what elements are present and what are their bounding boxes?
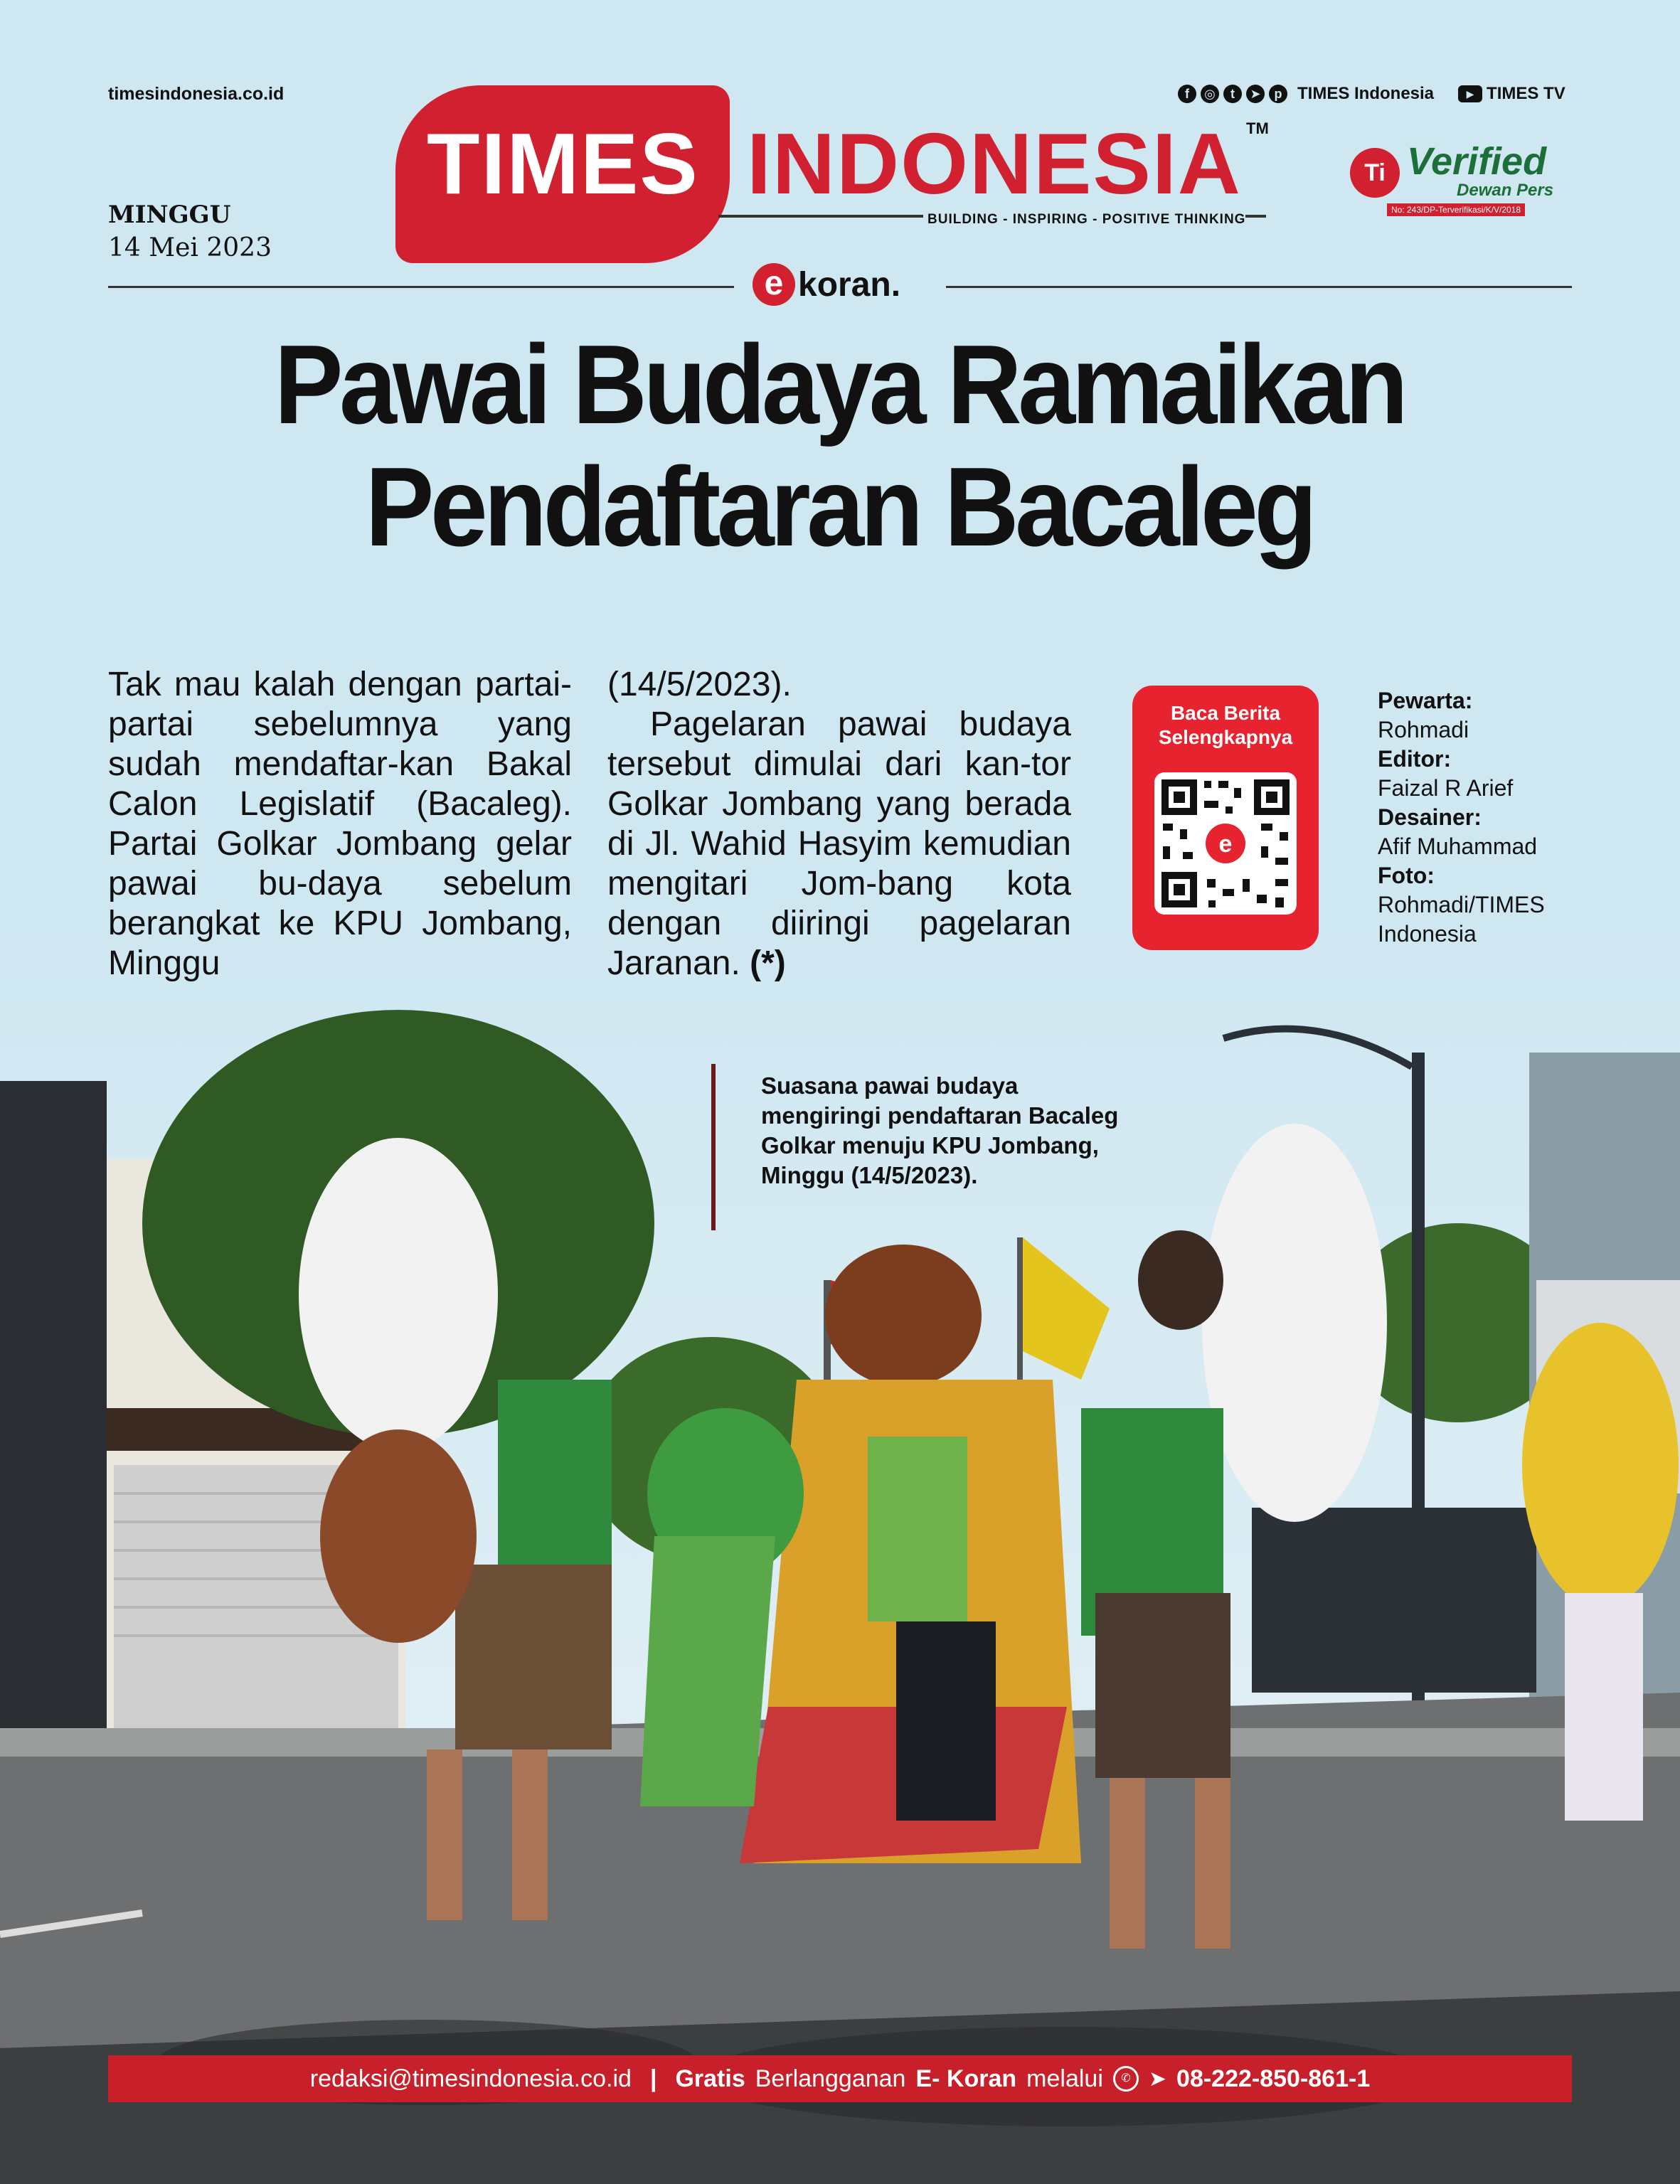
credit-editor: Faizal R Arief (1378, 775, 1514, 801)
article-paragraph-2 (607, 705, 1071, 984)
logo-times-text: TIMES (427, 115, 699, 212)
credit-pewarta-label: Pewarta: (1378, 688, 1473, 713)
twitter-icon[interactable]: t (1223, 85, 1242, 103)
qr-title-line-1: Baca Berita (1170, 702, 1281, 724)
footer-bar (108, 2055, 1572, 2102)
facebook-icon[interactable]: f (1178, 85, 1196, 103)
verified-title: Verified (1407, 140, 1547, 183)
telegram-icon[interactable]: ➤ (1246, 85, 1265, 103)
credit-desainer: Afif Muhammad (1378, 833, 1538, 859)
issue-day: MINGGU (108, 201, 231, 229)
social-links (1178, 84, 1565, 104)
article-column-2 (607, 665, 1071, 984)
logo-tagline: BUILDING - INSPIRING - POSITIVE THINKING (923, 212, 1245, 228)
qr-title-line-2: Selengkapnya (1158, 726, 1293, 748)
article-end-mark: (*) (750, 944, 786, 982)
qr-read-more[interactable] (1132, 686, 1319, 950)
social-label[interactable]: TIMES Indonesia (1297, 84, 1435, 103)
header-rule-left (108, 286, 734, 288)
headline-line-2: Pendaftaran Bacaleg (365, 444, 1314, 570)
photo-caption: Suasana pawai budaya mengiringi pendaftaran Bacaleg Golkar menuju KPU Jombang, Minggu (14/5/2023). (761, 1072, 1119, 1188)
qr-code-icon[interactable] (1154, 772, 1297, 915)
ekoran-logo (753, 263, 900, 306)
qr-title (1132, 701, 1319, 750)
footer-gratis: Gratis (675, 2065, 745, 2092)
verified-number: No: 243/DP-Terverifikasi/K/V/2018 (1387, 203, 1525, 216)
instagram-icon[interactable]: ◎ (1201, 85, 1219, 103)
footer-email[interactable]: redaksi@timesindonesia.co.id (309, 2065, 632, 2092)
whatsapp-icon[interactable]: ✆ (1113, 2066, 1139, 2092)
article-paragraph-1-end: (14/5/2023). (607, 666, 792, 703)
pinterest-icon[interactable]: p (1269, 85, 1287, 103)
article-paragraph-2-text: Pagelaran pawai budaya tersebut dimulai dari kan-tor Golkar Jombang yang berada di Jl. Wahid Hasyim kemudian mengitari Jom-bang kota dengan diiringi pagelaran Jaranan. (607, 705, 1071, 982)
credit-editor-label: Editor: (1378, 746, 1452, 772)
headline (132, 324, 1546, 568)
footer-separator: | (649, 2065, 657, 2092)
footer-langganan: Berlangganan (755, 2065, 906, 2092)
credit-foto-label: Foto: (1378, 863, 1435, 888)
svg-text:e: e (1218, 831, 1233, 858)
tv-label[interactable]: TIMES TV (1487, 84, 1565, 103)
article-column-1: Tak mau kalah dengan partai-partai sebelumnya yang sudah mendaftar-kan Bakal Calon Legislatif (Bacaleg). Partai Golkar Jombang gelar pawai bu-daya sebelum berangkat ke KPU Jombang, Minggu (108, 666, 572, 982)
verified-subtitle: Dewan Pers (1457, 181, 1554, 200)
credit-pewarta: Rohmadi (1378, 717, 1469, 742)
telegram-footer-icon[interactable]: ➤ (1148, 2067, 1167, 2091)
site-url[interactable]: timesindonesia.co.id (108, 84, 285, 104)
logo-indonesia-text: INDONESIA (747, 115, 1242, 212)
footer-phone[interactable]: 08-222-850-861-1 (1176, 2065, 1371, 2092)
credit-desainer-label: Desainer: (1378, 804, 1482, 830)
logo-trademark: TM (1246, 119, 1269, 137)
credit-foto: Rohmadi/TIMES Indonesia (1378, 892, 1545, 947)
ekoran-e-icon: e (753, 263, 795, 306)
ekoran-label: koran. (798, 265, 901, 304)
headline-line-1: Pawai Budaya Ramaikan (274, 322, 1405, 447)
verified-badge (1350, 139, 1570, 218)
caption-rule (711, 1064, 716, 1230)
header-rule-right (946, 286, 1572, 288)
footer-ekoran: E- Koran (915, 2065, 1017, 2092)
verified-ti-icon: Ti (1350, 148, 1400, 198)
youtube-icon[interactable]: ▶ (1458, 85, 1482, 102)
issue-date: 14 Mei 2023 (108, 233, 272, 262)
footer-melalui: melalui (1026, 2065, 1103, 2092)
credits (1378, 686, 1563, 949)
